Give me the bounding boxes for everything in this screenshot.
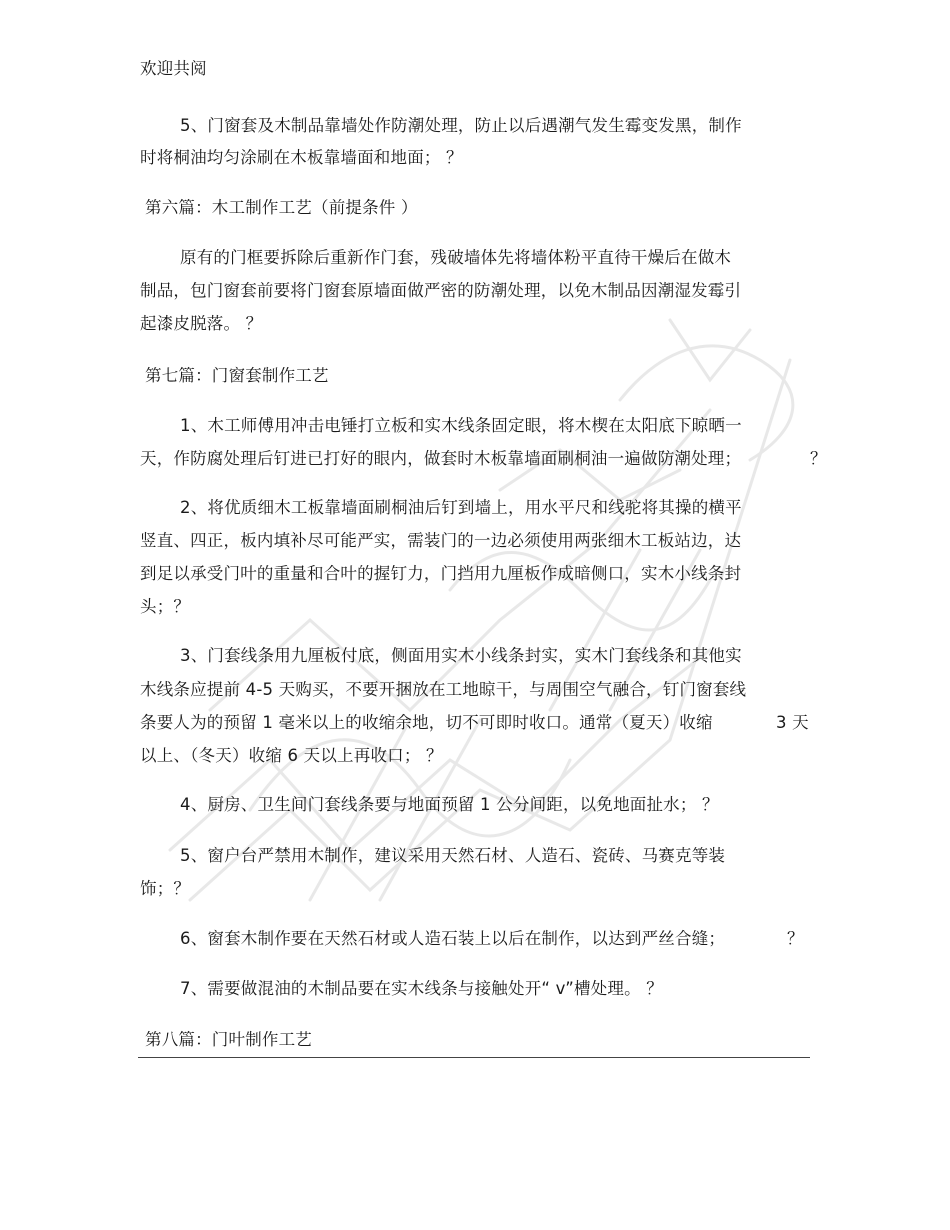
paragraph-line: 以上、（冬天）收缩 6 天以上再收口； ？ <box>140 746 443 765</box>
paragraph-line: 5、窗户台严禁用木制作，建议采用天然石材、人造石、瓷砖、马赛克等装 <box>180 846 726 865</box>
paragraph-line: 头；？ <box>140 597 191 616</box>
paragraph-line: ？ <box>810 449 827 468</box>
paragraph-line: 饰；？ <box>140 879 191 898</box>
paragraph-line: 木线条应提前 4-5 天购买，不要开捆放在工地晾干，与周围空气融合，钉门窗套线 <box>140 680 747 699</box>
paragraph-line: ？ <box>787 929 804 948</box>
paragraph-line: 时将桐油均匀涂刷在木板靠墙面和地面； ？ <box>140 148 463 167</box>
section-heading: 第八篇：门叶制作工艺 <box>145 1030 312 1049</box>
page-divider <box>138 1057 810 1058</box>
paragraph-line: 原有的门框要拆除后重新作门套，残破墙体先将墙体粉平直待干燥后在做木 <box>180 248 732 267</box>
paragraph-line: 起漆皮脱落。 ？ <box>140 314 263 333</box>
paragraph-line: 天，作防腐处理后钉进已打好的眼内，做套时木板靠墙面刷桐油一遍做防潮处理； <box>140 449 742 468</box>
paragraph-line: 3、门套线条用九厘板付底，侧面用实木小线条封实，实木门套线条和其他实 <box>180 646 742 665</box>
paragraph-line: 到足以承受门叶的重量和合叶的握钉力，门挡用九厘板作成暗侧口，实木小线条封 <box>140 564 742 583</box>
paragraph-line: 1、木工师傅用冲击电锤打立板和实木线条固定眼，将木楔在太阳底下晾晒一 <box>180 416 742 435</box>
page-header: 欢迎共阅 <box>140 59 207 78</box>
paragraph-line: 6、窗套木制作要在天然石材或人造石装上以后在制作，以达到严丝合缝； <box>180 929 726 948</box>
stamp-watermark-icon <box>150 290 850 930</box>
paragraph-line: 5、门窗套及木制品靠墙处作防潮处理，防止以后遇潮气发生霉变发黑，制作 <box>180 116 742 135</box>
paragraph-line: 竖直、四正，板内填补尽可能严实，需装门的一边必须使用两张细木工板站边，达 <box>140 531 742 550</box>
paragraph-line: 条要人为的预留 1 毫米以上的收缩余地，切不可即时收口。通常（夏天）收缩 <box>140 713 713 732</box>
section-heading: 第七篇：门窗套制作工艺 <box>145 366 329 385</box>
section-heading: 第六篇：木工制作工艺（前提条件 ） <box>145 198 418 217</box>
paragraph-line: 2、将优质细木工板靠墙面刷桐油后钉到墙上，用水平尺和线驼将其操的横平 <box>180 498 742 517</box>
paragraph-line: 4、厨房、卫生间门套线条要与地面预留 1 公分间距，以免地面扯水； ？ <box>180 795 719 814</box>
paragraph-line: 3 天 <box>776 713 809 732</box>
paragraph-line: 7、需要做混油的木制品要在实木线条与接触处开“ v”槽处理。 ？ <box>180 979 663 998</box>
paragraph-line: 制品，包门窗套前要将门窗套原墙面做严密的防潮处理，以免木制品因潮湿发霉引 <box>140 281 742 300</box>
